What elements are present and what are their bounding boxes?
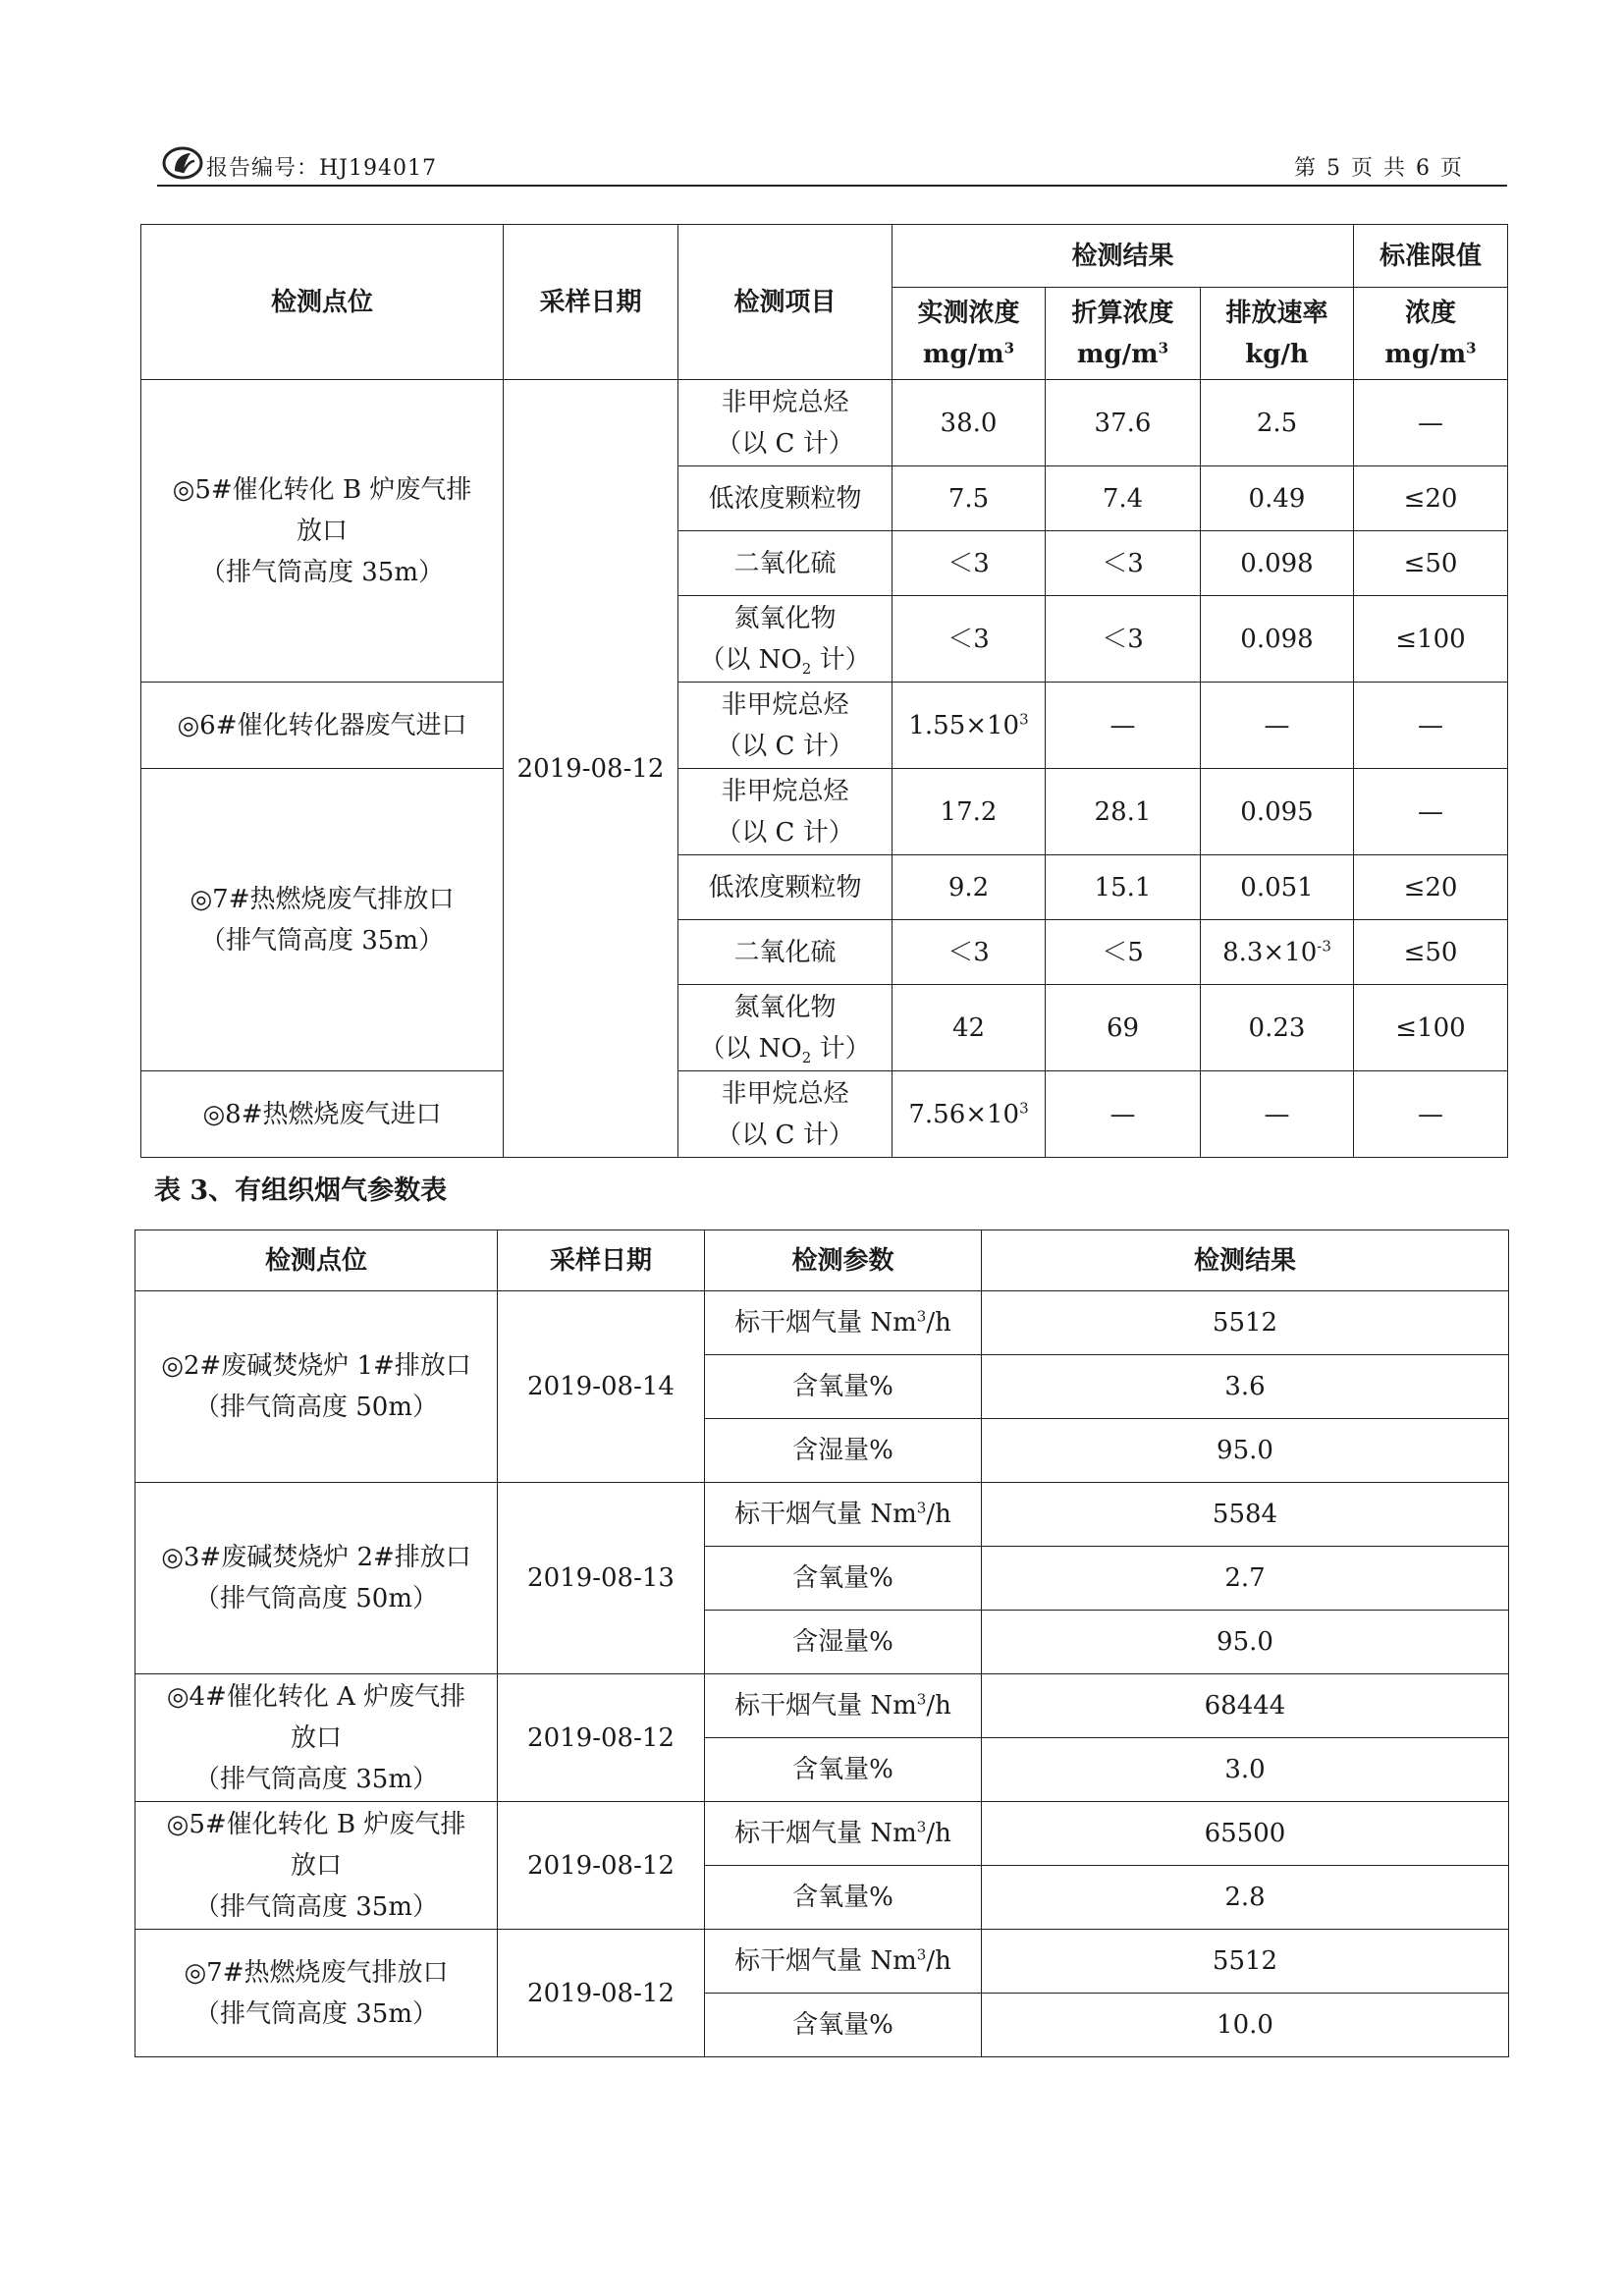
converted-cell: 37.6 [1046, 380, 1201, 466]
rate-cell: 0.098 [1201, 596, 1354, 683]
value-cell: 65500 [982, 1802, 1509, 1866]
measured-cell: 38.0 [893, 380, 1046, 466]
page-header [157, 145, 1507, 187]
date-cell: 2019-08-14 [498, 1291, 705, 1483]
item-cell: 非甲烷总烃 （以 C 计） [678, 380, 893, 466]
param-cell: 含湿量% [705, 1419, 982, 1483]
param-cell: 含氧量% [705, 1994, 982, 2057]
date-cell: 2019-08-12 [504, 380, 678, 1158]
value-cell: 5512 [982, 1930, 1509, 1994]
param-cell: 标干烟气量 Nm$^3$/h [705, 1483, 982, 1547]
measured-cell: $7.56\times 10^3$ [893, 1071, 1046, 1158]
measured-cell: 7.5 [893, 466, 1046, 531]
limit-cell: ≤50 [1354, 531, 1508, 596]
rate-cell: 0.051 [1201, 855, 1354, 920]
limit-cell: ≤50 [1354, 920, 1508, 985]
header-date: 采样日期 [498, 1230, 705, 1291]
header-date: 采样日期 [504, 225, 678, 380]
limit-cell: — [1354, 683, 1508, 769]
converted-cell: — [1046, 683, 1201, 769]
converted-cell: ＜3 [1046, 596, 1201, 683]
measured-cell: $1.55\times 10^3$ [893, 683, 1046, 769]
header-rate: 排放速率 kg/h [1201, 288, 1354, 380]
value-cell: 95.0 [982, 1419, 1509, 1483]
point-cell: ◎8#热燃烧废气进口 [141, 1071, 504, 1158]
item-cell: 低浓度颗粒物 [678, 855, 893, 920]
param-cell: 含氧量% [705, 1547, 982, 1611]
report-number: 报告编号：HJ194017 [206, 156, 437, 181]
limit-cell: ≤100 [1354, 985, 1508, 1071]
item-cell: 氮氧化物 （以 $NO_2$ 计） [678, 985, 893, 1071]
param-cell: 含氧量% [705, 1355, 982, 1419]
table-row [135, 1930, 1509, 1994]
value-cell: 10.0 [982, 1994, 1509, 2057]
table-row [141, 683, 1508, 769]
point-cell: ◎7#热燃烧废气排放口 （排气筒高度 35m） [141, 769, 504, 1071]
value-cell: 2.7 [982, 1547, 1509, 1611]
header-limit: 标准限值 [1354, 225, 1508, 288]
header-converted: 折算浓度 $mg/m^3$ [1046, 288, 1201, 380]
rate-cell: — [1201, 1071, 1354, 1158]
date-cell: 2019-08-12 [498, 1674, 705, 1802]
value-cell: 68444 [982, 1674, 1509, 1738]
header-point: 检测点位 [135, 1230, 498, 1291]
param-cell: 含湿量% [705, 1611, 982, 1674]
converted-cell: — [1046, 1071, 1201, 1158]
header-measured: 实测浓度 $mg/m^3$ [893, 288, 1046, 380]
limit-cell: — [1354, 380, 1508, 466]
measured-cell: 9.2 [893, 855, 1046, 920]
table-row [135, 1483, 1509, 1547]
header-point: 检测点位 [141, 225, 504, 380]
point-cell: ◎4#催化转化 A 炉废气排 放口 （排气筒高度 35m） [135, 1674, 498, 1802]
item-cell: 非甲烷总烃 （以 C 计） [678, 1071, 893, 1158]
converted-cell: 28.1 [1046, 769, 1201, 855]
header-item: 检测项目 [678, 225, 893, 380]
item-cell: 二氧化硫 [678, 920, 893, 985]
point-cell: ◎7#热燃烧废气排放口 （排气筒高度 35m） [135, 1930, 498, 2057]
value-cell: 2.8 [982, 1866, 1509, 1930]
rate-cell: $8.3\times 10^{-3}$ [1201, 920, 1354, 985]
point-cell: ◎5#催化转化 B 炉废气排 放口 （排气筒高度 35m） [135, 1802, 498, 1930]
table-caption: 表 3、有组织烟气参数表 [154, 1175, 448, 1206]
value-cell: 5512 [982, 1291, 1509, 1355]
table-row [135, 1291, 1509, 1355]
table-row [135, 1802, 1509, 1866]
company-logo-icon [161, 145, 204, 181]
param-cell: 含氧量% [705, 1866, 982, 1930]
param-cell: 标干烟气量 Nm$^3$/h [705, 1930, 982, 1994]
rate-cell: 0.095 [1201, 769, 1354, 855]
table-row [135, 1674, 1509, 1738]
date-cell: 2019-08-12 [498, 1930, 705, 2057]
rate-cell: 0.098 [1201, 531, 1354, 596]
date-cell: 2019-08-13 [498, 1483, 705, 1674]
limit-cell: — [1354, 769, 1508, 855]
point-cell: ◎3#废碱焚烧炉 2#排放口 （排气筒高度 50m） [135, 1483, 498, 1674]
page-number: 第 5 页 共 6 页 [1294, 156, 1464, 181]
item-cell: 低浓度颗粒物 [678, 466, 893, 531]
header-conc: 浓度 $mg/m^3$ [1354, 288, 1508, 380]
param-cell: 标干烟气量 Nm$^3$/h [705, 1674, 982, 1738]
emission-results-table [140, 224, 1508, 1158]
rate-cell: 0.49 [1201, 466, 1354, 531]
measured-cell: 17.2 [893, 769, 1046, 855]
converted-cell: 69 [1046, 985, 1201, 1071]
rate-cell: 0.23 [1201, 985, 1354, 1071]
limit-cell: ≤20 [1354, 855, 1508, 920]
item-cell: 氮氧化物 （以 $NO_2$ 计） [678, 596, 893, 683]
value-cell: 95.0 [982, 1611, 1509, 1674]
item-cell: 非甲烷总烃 （以 C 计） [678, 769, 893, 855]
table-row [141, 1071, 1508, 1158]
point-cell: ◎6#催化转化器废气进口 [141, 683, 504, 769]
header-result: 检测结果 [982, 1230, 1509, 1291]
converted-cell: ＜3 [1046, 531, 1201, 596]
rate-cell: 2.5 [1201, 380, 1354, 466]
point-cell: ◎5#催化转化 B 炉废气排 放口 （排气筒高度 35m） [141, 380, 504, 683]
point-cell: ◎2#废碱焚烧炉 1#排放口 （排气筒高度 50m） [135, 1291, 498, 1483]
measured-cell: ＜3 [893, 596, 1046, 683]
date-cell: 2019-08-12 [498, 1802, 705, 1930]
converted-cell: ＜5 [1046, 920, 1201, 985]
header-result: 检测结果 [893, 225, 1354, 288]
flue-gas-parameters-table [135, 1230, 1509, 2057]
item-cell: 二氧化硫 [678, 531, 893, 596]
value-cell: 5584 [982, 1483, 1509, 1547]
rate-cell: — [1201, 683, 1354, 769]
limit-cell: ≤20 [1354, 466, 1508, 531]
item-cell: 非甲烷总烃 （以 C 计） [678, 683, 893, 769]
param-cell: 标干烟气量 Nm$^3$/h [705, 1291, 982, 1355]
measured-cell: 42 [893, 985, 1046, 1071]
limit-cell: ≤100 [1354, 596, 1508, 683]
limit-cell: — [1354, 1071, 1508, 1158]
header-param: 检测参数 [705, 1230, 982, 1291]
converted-cell: 15.1 [1046, 855, 1201, 920]
table-row [141, 769, 1508, 855]
measured-cell: ＜3 [893, 920, 1046, 985]
value-cell: 3.6 [982, 1355, 1509, 1419]
measured-cell: ＜3 [893, 531, 1046, 596]
table-row [141, 380, 1508, 466]
value-cell: 3.0 [982, 1738, 1509, 1802]
param-cell: 标干烟气量 Nm$^3$/h [705, 1802, 982, 1866]
converted-cell: 7.4 [1046, 466, 1201, 531]
param-cell: 含氧量% [705, 1738, 982, 1802]
